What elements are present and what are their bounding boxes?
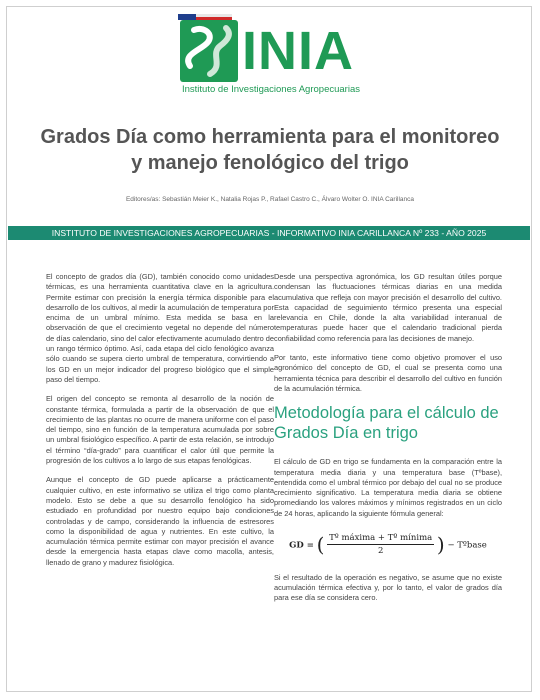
formula-denominator: 2 — [377, 546, 384, 557]
right-column — [274, 272, 502, 613]
logo-subtitle: Instituto de Investigaciones Agropecuarias — [182, 84, 360, 95]
formula-lhs: GD = — [289, 540, 314, 551]
inia-logo-mark-icon — [180, 20, 238, 82]
method-paragraph: El cálculo de GD en trigo se fundamenta en la comparación entre la temperatura media diaria y una temperatura base (Tºbase), entendida como el umbral térmico por debajo del cual no se produce crecimiento significativo. La temperatura media diaria se obtiene promediando los valores máximos y mínimos registrados en un ciclo de 24 horas, aplicando la siguiente fórmula general: — [274, 457, 502, 518]
formula-numerator: Tº máxima + Tº mínima — [327, 533, 434, 545]
left-column — [46, 272, 274, 577]
inia-logo — [180, 20, 370, 95]
right-paragraph-2: Por tanto, este informativo tiene como objetivo promover el uso agronómico del concepto de GD, el cual se presenta como una herramienta técnica para describir el desarrollo del cultivo en función de la acumulación térmica. — [274, 353, 502, 393]
right-paragraph-1: Desde una perspectiva agronómica, los GD resultan útiles porque condensan las fluctuaciones térmicas diarias en una medida acumulativa que refleja con mayor precisión el desarrollo del cultivo. Esta capacidad de seguimiento térmico presenta una especial relevancia en Chile, donde la alta variabilidad interanual de temperaturas puede hacer que el calendario tradicional pierda confiabilidad como referencia para las decisiones de manejo. — [274, 272, 502, 343]
publication-banner: INSTITUTO DE INVESTIGACIONES AGROPECUARIAS - INFORMATIVO INIA CARILLANCA Nº 233 - AÑO 2025 — [8, 226, 530, 240]
logo-wordmark: INIA — [242, 21, 354, 81]
formula-fraction — [327, 533, 434, 557]
left-paragraph-3: Aunque el concepto de GD puede aplicarse a prácticamente cualquier cultivo, en este informativo se utiliza el trigo como planta modelo. Esto se debe a que su desarrollo fenológico ha sido estudiado en profundidad por nuestro equipo bajo condiciones controladas y de campo, considerando la influencia de estresores como la disponibilidad de agua y nutrientes. En este cultivo, la acumulación térmica permite estimar con mayor precisión el avance desde la emergencia hasta etapas clave como macolla, antesis, llenado de grano y madurez fisiológica. — [46, 475, 274, 567]
formula-rhs: − Tºbase — [447, 540, 487, 551]
closing-paragraph: Si el resultado de la operación es negativo, se asume que no existe acumulación térmica efectiva y, por lo tanto, el valor de grados día para ese día se considera cero. — [274, 572, 502, 603]
left-paragraph-1: El concepto de grados día (GD), también conocido como unidades térmicas, es una herramienta cuantitativa clave en la agricultura. Permite estimar con precisión la energía térmica disponible para el desarrollo de los cultivos, al medir la acumulación de temperatura por encima de un umbral mínimo. Esta medida se basa en la observación de que el crecimiento vegetal no depende del número de días calendario, sino del calor efectivamente acumulado dentro de un rango térmico óptimo. Así, cada etapa del ciclo fenológico avanza sólo cuando se supera cierto umbral de temperatura, convirtiendo a los GD en un mejor indicador del progreso biológico que el simple paso del tiempo. — [46, 272, 274, 384]
gd-formula: GD = ( $\frac{\text{Tº máxima + Tº mínima}}{2}$ ) − Tºbase — [289, 532, 487, 557]
left-paragraph-2: El origen del concepto se remonta al desarrollo de la noción de constante térmica, formulada a partir de la observación de que el crecimiento de las plantas no ocurre de manera uniforme con el paso del tiempo, sino en función de la temperatura acumulada por sobre un umbral fisiológico específico. A partir de esta relación, se introdujo el término “día-grado” para cuantificar el calor útil que permite la progresión de los cultivos a lo largo de sus etapas fenológicas. — [46, 394, 274, 466]
section-heading: Metodología para el cálculo de Grados Día en trigo — [274, 404, 499, 443]
page-title: Grados Día como herramienta para el monitoreo y manejo fenológico del trigo — [40, 126, 500, 174]
editors-line: Editores/as: Sebastián Meier K., Natalia Rojas P., Rafael Castro C., Álvaro Wolter O. INIA Carillanca — [125, 196, 415, 203]
